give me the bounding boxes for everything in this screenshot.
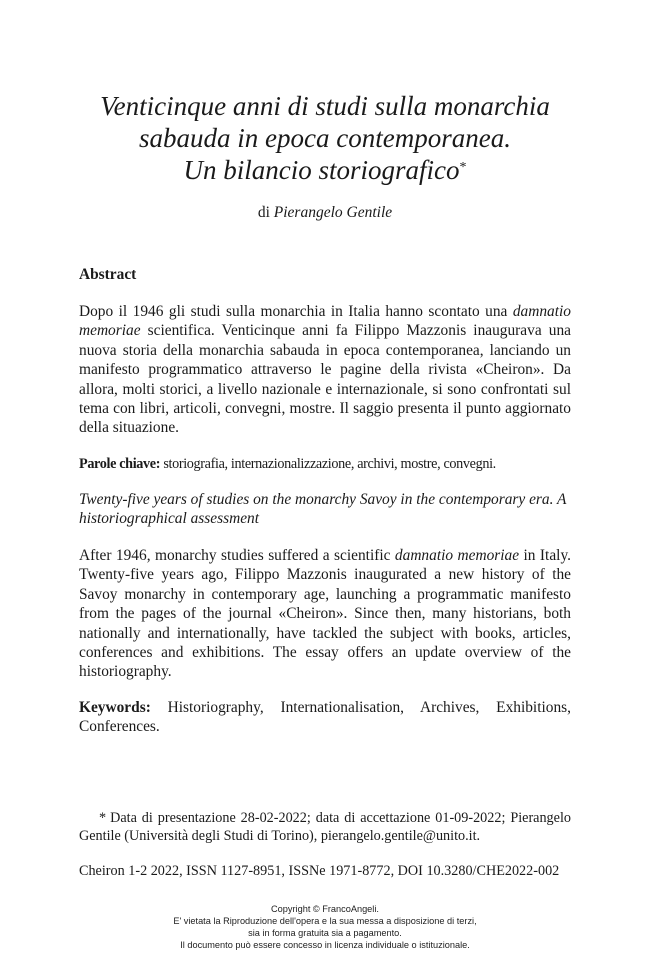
title-line-2: sabauda in epoca contemporanea. xyxy=(139,123,511,153)
footnote-text: Data di presentazione 28-02-2022; data di accettazione 01-09-2022; Pierangelo Gentile (Università degli Studi di Torino), pierangelo.gentile@unito.it. xyxy=(79,810,571,844)
copyright-line-1: Copyright © FrancoAngeli. xyxy=(271,904,379,914)
abstract-en-emphasis: damnatio memoriae xyxy=(394,547,520,564)
copyright-line-3: sia in forma gratuita sia a pagamento. xyxy=(248,928,402,938)
english-title: Twenty-five years of studies on the monarchy Savoy in the contemporary era. A historiographical assessment xyxy=(79,491,567,528)
abstract-en-text-2: in Italy. Twenty-five years ago, Filippo Mazzonis inaugurated a new history of the Savoy monarchy in contemporary age, launching a programmatic manifesto from the pages of the journal «Cheiron». Since then, many historians, both nationally and internationally, have tackled the subject with books, articles, conferences and exhibitions. The essay offers an update overview of the historiography. xyxy=(79,547,571,681)
byline xyxy=(60,204,590,222)
title-footnote-mark: * xyxy=(459,160,467,175)
title-line-3 xyxy=(60,154,590,186)
abstract-it-text-2: scientifica. Venticinque anni fa Filippo Mazzonis inaugurava una nuova storia della monarchia sabauda in epoca contemporanea, lanciando un manifesto programmatico attraverso le pagine della rivista «Cheiron». Da allora, molti storici, a livello nazionale e internazionale, si sono confrontati sul tema con libri, articoli, convegni, mostre. Il saggio presenta il punto aggiornato della situazione. xyxy=(79,322,571,437)
article-title xyxy=(60,90,590,186)
abstract-heading: Abstract xyxy=(79,266,137,283)
keywords-italian xyxy=(79,455,571,474)
footnote-mark: * xyxy=(99,810,107,826)
journal-info: Cheiron 1-2 2022, ISSN 1127-8951, ISSNe 1971-8772, DOI 10.3280/CHE2022-002 xyxy=(79,863,560,879)
copyright-line-4: Il documento può essere concesso in licenza individuale o istituzionale. xyxy=(180,940,470,950)
footnote xyxy=(79,809,571,845)
copyright-line-2: E' vietata la Riproduzione dell'opera e la sua messa a disposizione di terzi, xyxy=(173,916,477,926)
abstract-english xyxy=(79,546,571,682)
keywords-en-list: Historiography, Internationalisation, Archives, Exhibitions, Conferences. xyxy=(79,699,571,736)
abstract-italian xyxy=(79,302,571,438)
keywords-it-label: Parole chiave: xyxy=(79,456,161,472)
byline-prefix: di xyxy=(257,204,270,221)
keywords-it-list: storiografia, internazionalizzazione, archivi, mostre, convegni. xyxy=(160,456,496,472)
copyright-notice xyxy=(100,903,550,951)
abstract-it-emphasis: damnatio memoriae xyxy=(79,303,571,340)
title-line-1: Venticinque anni di studi sulla monarchia xyxy=(100,91,550,121)
keywords-english xyxy=(79,698,571,737)
keywords-en-label: Keywords: xyxy=(79,699,151,716)
abstract-en-text-1: After 1946, monarchy studies suffered a scientific xyxy=(79,547,395,564)
author-name: Pierangelo Gentile xyxy=(273,204,393,221)
abstract-it-text-1: Dopo il 1946 gli studi sulla monarchia in Italia hanno scontato una xyxy=(79,303,513,320)
title-line-3-text: Un bilancio storiografico xyxy=(183,155,460,185)
